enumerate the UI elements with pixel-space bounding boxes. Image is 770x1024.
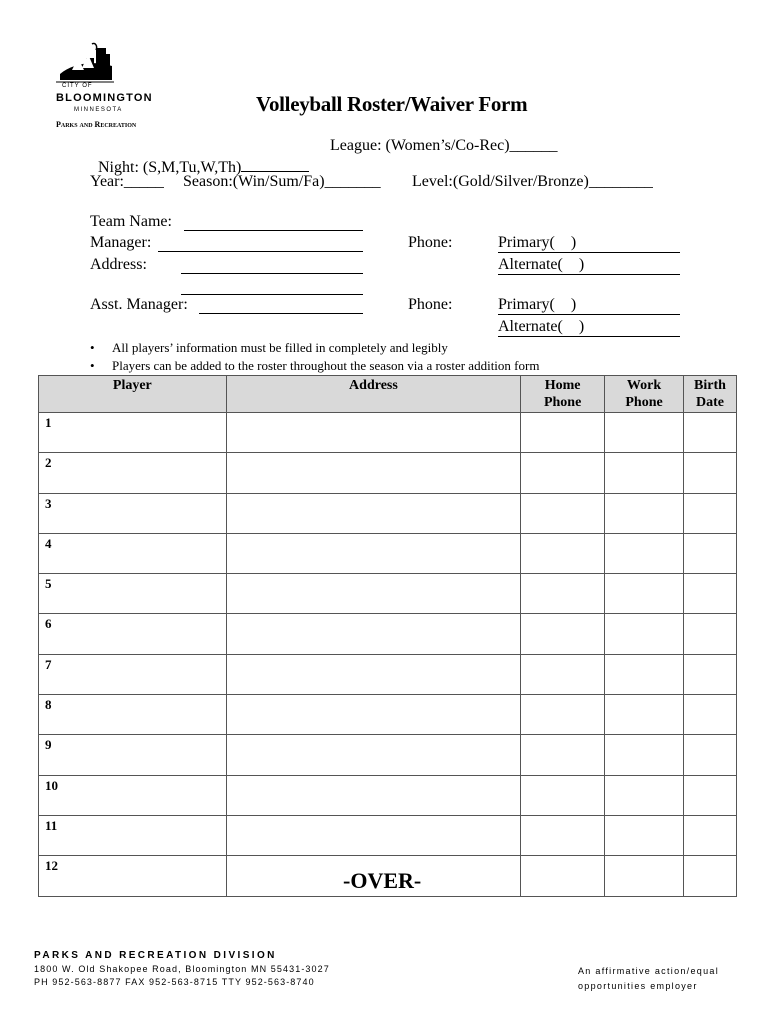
- table-row: [39, 614, 737, 654]
- table-row: [39, 775, 737, 815]
- footer-eeo-line2: opportunities employer: [578, 981, 698, 991]
- logo-city-of: CITY OF: [62, 83, 93, 89]
- col-home-phone: Home Phone: [521, 376, 605, 413]
- work-phone-cell[interactable]: [605, 533, 684, 573]
- home-phone-cell[interactable]: [521, 614, 605, 654]
- birth-date-cell[interactable]: [684, 775, 737, 815]
- home-phone-cell[interactable]: [521, 493, 605, 533]
- home-phone-cell[interactable]: [521, 695, 605, 735]
- over-text: -OVER-: [343, 868, 422, 893]
- home-phone-cell[interactable]: [521, 413, 605, 453]
- birth-date-cell[interactable]: [684, 493, 737, 533]
- home-phone-cell[interactable]: [521, 453, 605, 493]
- home-phone-cell[interactable]: [521, 856, 605, 896]
- footer-division: PARKS AND RECREATION DIVISION: [34, 950, 277, 961]
- birth-date-cell[interactable]: [684, 815, 737, 855]
- player-cell[interactable]: 7: [39, 654, 227, 694]
- birth-date-cell[interactable]: [684, 453, 737, 493]
- birth-date-cell[interactable]: [684, 413, 737, 453]
- form-title: Volleyball Roster/Waiver Form: [256, 92, 528, 116]
- player-cell[interactable]: 1: [39, 413, 227, 453]
- table-row: [39, 533, 737, 573]
- home-phone-cell[interactable]: [521, 654, 605, 694]
- home-phone-cell[interactable]: [521, 815, 605, 855]
- player-cell[interactable]: 10: [39, 775, 227, 815]
- player-cell[interactable]: 5: [39, 574, 227, 614]
- footer-address: 1800 W. Old Shakopee Road, Bloomington MN 55431-3027: [34, 964, 330, 974]
- player-cell[interactable]: 3: [39, 493, 227, 533]
- city-logo: [52, 40, 162, 132]
- address-cell[interactable]: [226, 533, 520, 573]
- birth-date-cell[interactable]: [684, 735, 737, 775]
- asst-manager-label: Asst. Manager:: [90, 296, 188, 313]
- address-cell[interactable]: [226, 735, 520, 775]
- player-cell[interactable]: 12: [39, 856, 227, 896]
- address-cell[interactable]: [226, 614, 520, 654]
- col-work-phone: Work Phone: [605, 376, 684, 413]
- work-phone-cell[interactable]: [605, 614, 684, 654]
- year-field[interactable]: Year:_____: [90, 173, 164, 190]
- table-row: [39, 493, 737, 533]
- birth-date-cell[interactable]: [684, 574, 737, 614]
- roster-table: [38, 375, 737, 897]
- instruction-item: • All players’ information must be filled in completely and legibly: [90, 340, 539, 356]
- footer-eeo-line1: An affirmative action/equal: [578, 966, 719, 976]
- birth-date-cell[interactable]: [684, 856, 737, 896]
- asst-phone-label: Phone:: [408, 296, 453, 313]
- work-phone-cell[interactable]: [605, 775, 684, 815]
- table-row: [39, 735, 737, 775]
- level-field[interactable]: Level:(Gold/Silver/Bronze)________: [412, 173, 653, 190]
- work-phone-cell[interactable]: [605, 574, 684, 614]
- home-phone-cell[interactable]: [521, 574, 605, 614]
- asst-primary-phone[interactable]: Primary( ): [498, 296, 680, 315]
- skyline-icon: [52, 40, 162, 86]
- col-address: Address: [226, 376, 520, 413]
- address-cell[interactable]: [226, 574, 520, 614]
- work-phone-cell[interactable]: [605, 695, 684, 735]
- footer-phones: PH 952-563-8877 FAX 952-563-8715 TTY 952-563-8740: [34, 977, 315, 987]
- player-cell[interactable]: 2: [39, 453, 227, 493]
- manager-primary-phone[interactable]: Primary( ): [498, 234, 680, 253]
- address-cell[interactable]: [226, 654, 520, 694]
- work-phone-cell[interactable]: [605, 856, 684, 896]
- birth-date-cell[interactable]: [684, 654, 737, 694]
- player-cell[interactable]: 9: [39, 735, 227, 775]
- table-row: [39, 654, 737, 694]
- league-field[interactable]: League: (Women’s/Co-Rec)______: [330, 137, 558, 154]
- birth-date-cell[interactable]: [684, 614, 737, 654]
- address-cell[interactable]: [226, 695, 520, 735]
- player-cell[interactable]: 11: [39, 815, 227, 855]
- player-cell[interactable]: 6: [39, 614, 227, 654]
- team-name-input[interactable]: [184, 213, 363, 231]
- address-input-line2[interactable]: [181, 277, 363, 295]
- table-row: [39, 815, 737, 855]
- address-cell[interactable]: [226, 775, 520, 815]
- manager-phone-label: Phone:: [408, 234, 453, 251]
- work-phone-cell[interactable]: [605, 735, 684, 775]
- address-cell[interactable]: [226, 815, 520, 855]
- work-phone-cell[interactable]: [605, 654, 684, 694]
- home-phone-cell[interactable]: [521, 735, 605, 775]
- footer-eeo: [578, 964, 719, 994]
- work-phone-cell[interactable]: [605, 413, 684, 453]
- table-row: [39, 413, 737, 453]
- night-field[interactable]: [90, 137, 309, 177]
- night-label: Night: (S,M,Tu,W,Th): [98, 159, 242, 176]
- logo-city-name: BLOOMINGTON: [56, 92, 153, 104]
- night-blank[interactable]: [241, 155, 309, 172]
- manager-input[interactable]: [158, 234, 363, 252]
- work-phone-cell[interactable]: [605, 453, 684, 493]
- manager-label: Manager:: [90, 234, 152, 251]
- season-field[interactable]: Season:(Win/Sum/Fa)_______: [183, 173, 381, 190]
- table-header-row: [39, 376, 737, 413]
- logo-department: Parks and Recreation: [56, 120, 137, 129]
- col-player: Player: [39, 376, 227, 413]
- work-phone-cell[interactable]: [605, 493, 684, 533]
- col-birth-date: Birth Date: [684, 376, 737, 413]
- player-cell[interactable]: 8: [39, 695, 227, 735]
- logo-state: MINNESOTA: [74, 107, 123, 113]
- table-row: [39, 574, 737, 614]
- address-label: Address:: [90, 256, 147, 273]
- table-row: [39, 453, 737, 493]
- address-cell[interactable]: [226, 453, 520, 493]
- manager-alternate-phone[interactable]: Alternate( ): [498, 256, 680, 275]
- address-cell[interactable]: [226, 413, 520, 453]
- address-cell[interactable]: [226, 493, 520, 533]
- footer-contact: [34, 950, 330, 987]
- instruction-item: • Players can be added to the roster throughout the season via a roster addition form: [90, 358, 539, 374]
- instructions-list: [90, 340, 539, 376]
- home-phone-cell[interactable]: [521, 775, 605, 815]
- team-name-label: Team Name:: [90, 213, 172, 230]
- home-phone-cell[interactable]: [521, 533, 605, 573]
- birth-date-cell[interactable]: [684, 695, 737, 735]
- address-input-line1[interactable]: [181, 256, 363, 274]
- work-phone-cell[interactable]: [605, 815, 684, 855]
- asst-manager-input[interactable]: [199, 296, 363, 314]
- asst-alternate-phone[interactable]: Alternate( ): [498, 318, 680, 337]
- birth-date-cell[interactable]: [684, 533, 737, 573]
- table-row: [39, 695, 737, 735]
- player-cell[interactable]: 4: [39, 533, 227, 573]
